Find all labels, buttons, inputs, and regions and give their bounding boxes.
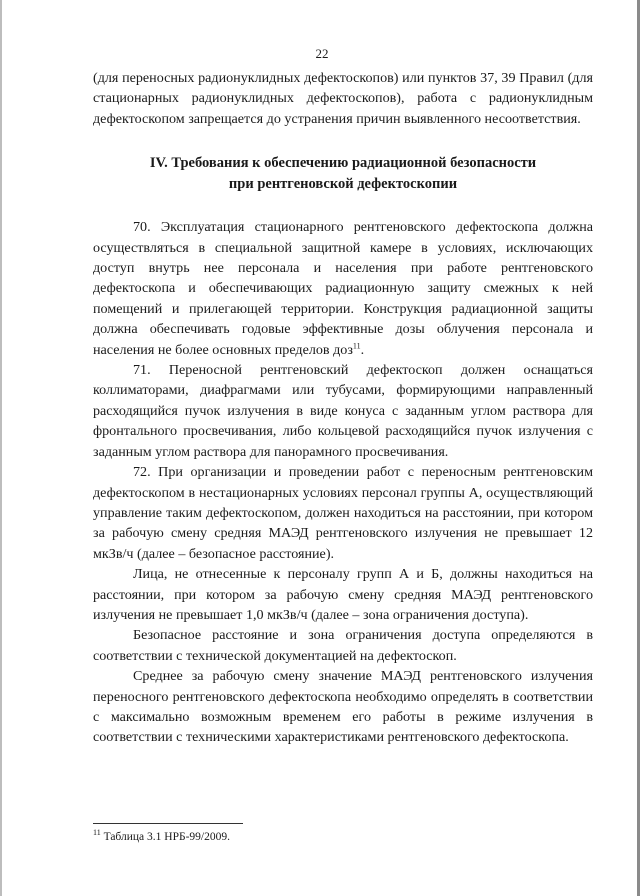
- continuation-paragraph: (для переносных радионуклидных дефектоскопов) или пунктов 37, 39 Правил (для стационарных радионуклидных дефектоскопов), работа с радионуклидным дефектоскопом запрещается до устранения причин выявленного несоответствия.: [93, 70, 593, 127]
- section-heading-line-2: при рентгеновской дефектоскопии: [228, 176, 458, 193]
- paragraph-70: [93, 217, 593, 360]
- footnote-mark: 11: [93, 828, 101, 838]
- footnote: [93, 830, 230, 844]
- page-number: 22: [315, 46, 329, 61]
- page-content: [93, 68, 593, 748]
- footnote-text: Таблица 3.1 НРБ-99/2009.: [100, 831, 230, 843]
- section-heading-line-1: IV. Требования к обеспечению радиационной безопасности: [149, 155, 537, 172]
- section-heading: [93, 153, 593, 195]
- paragraph-average-dose-rate: Среднее за рабочую смену значение МАЭД рентгеновского излучения переносного рентгеновского дефектоскопа необходимо определять в соответствии с максимально возможным временем его работы в режиме излучения в соответствии с техническими характеристиками рентгеновского дефектоскопа.: [93, 668, 593, 746]
- paragraph-safe-distance: Безопасное расстояние и зона ограничения доступа определяются в соответствии с технической документацией на дефектоскоп.: [93, 627, 593, 664]
- paragraph-72: 72. При организации и проведении работ с переносным рентгеновским дефектоскопом в нестационарных условиях персонал группы А, осуществляющий управление таким дефектоскопом, должен находиться на расстоянии, при котором за рабочую смену средняя МАЭД рентгеновского излучения не превышает 12 мкЗв/ч (далее – безопасное расстояние).: [93, 464, 593, 562]
- footnote-divider: [93, 823, 243, 824]
- paragraph-persons-not-personnel: Лица, не отнесенные к персоналу групп А и Б, должны находиться на расстоянии, при котором за рабочую смену средняя МАЭД рентгеновского излучения не превышает 1,0 мкЗв/ч (далее – зона ограничения доступа).: [93, 566, 593, 623]
- paragraph-71: 71. Переносной рентгеновский дефектоскоп должен оснащаться коллиматорами, диафрагмами или тубусами, формирующими направленный расходящийся пучок излучения в виде конуса с заданным углом раствора для фронтального просвечивания, либо кольцевой расходящийся пучок излучения с заданным углом раствора для панорамного просвечивания.: [93, 362, 593, 460]
- footnote-reference: 11: [352, 340, 361, 350]
- paragraph-70-text: 70. Эксплуатация стационарного рентгеновского дефектоскопа должна осуществляться в специальной защитной камере в условиях, исключающих доступ внутрь нее персонала и населения при работе рентгеновского дефектоскопа и обеспечивающих радиационную защиту смежных к ней помещений и прилегающей территории. Конструкция радиационной защиты должна обеспечивать годовые эффективные дозы облучения персонала и населения не более основных пределов доз: [93, 219, 593, 358]
- paragraph-70-end: .: [360, 341, 365, 358]
